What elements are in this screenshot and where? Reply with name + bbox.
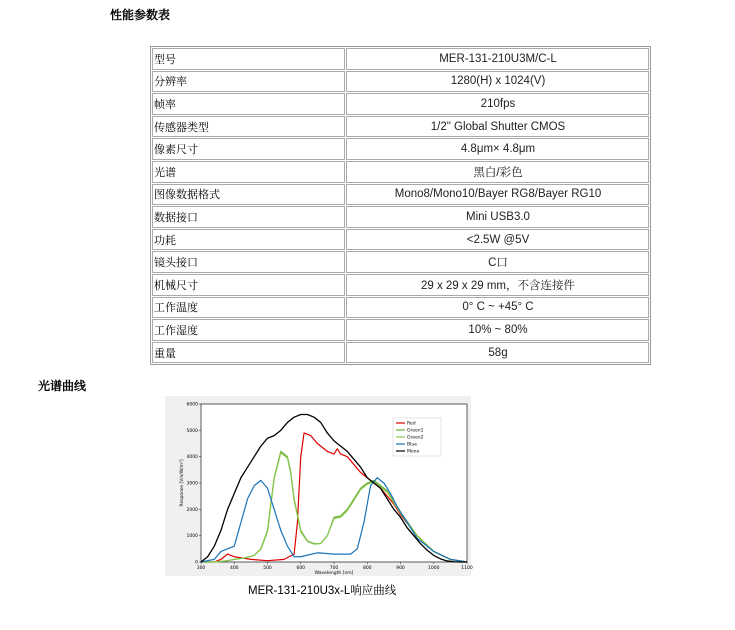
spec-row <box>152 184 649 206</box>
spec-label: 传感器类型 <box>152 116 345 138</box>
spec-value: 1280(H) x 1024(V) <box>346 71 649 93</box>
spec-value: 4.8μm× 4.8μm <box>346 138 649 160</box>
spec-value: 0° C ~ +45° C <box>346 297 649 319</box>
x-tick-label: 400 <box>229 566 239 571</box>
x-tick-label: 600 <box>296 566 306 571</box>
y-tick-label: 5000 <box>186 428 198 434</box>
spec-row <box>152 251 649 273</box>
x-axis-label: Wavelength [nm] <box>314 571 354 576</box>
spec-label: 机械尺寸 <box>152 274 345 296</box>
x-tick-label: 1100 <box>461 566 473 571</box>
spec-value: 10% ~ 80% <box>346 319 649 341</box>
spec-label: 图像数据格式 <box>152 184 345 206</box>
legend-label: Green2 <box>407 435 424 441</box>
spec-label: 数据接口 <box>152 206 345 228</box>
spec-row <box>152 342 649 364</box>
x-tick-label: 300 <box>196 566 206 571</box>
spec-value: Mini USB3.0 <box>346 206 649 228</box>
spec-row <box>152 93 649 115</box>
spec-label: 工作温度 <box>152 297 345 319</box>
y-tick-label: 2000 <box>186 507 198 513</box>
spec-row <box>152 319 649 341</box>
spec-value: 58g <box>346 342 649 364</box>
spec-label: 帧率 <box>152 93 345 115</box>
spec-value: 29 x 29 x 29 mm，不含连接件 <box>346 274 649 296</box>
legend-label: Mono <box>407 449 420 455</box>
spec-label: 重量 <box>152 342 345 364</box>
legend-label: Red <box>407 421 416 427</box>
spec-row <box>152 138 649 160</box>
spec-row <box>152 116 649 138</box>
spec-value: 1/2" Global Shutter CMOS <box>346 116 649 138</box>
y-axis-label: Response [V/s/W/m²] <box>180 459 185 507</box>
x-tick-label: 500 <box>263 566 272 571</box>
y-tick-label: 4000 <box>186 455 198 461</box>
x-tick-label: 800 <box>362 566 372 571</box>
x-tick-label: 700 <box>329 566 339 571</box>
x-tick-label: 1000 <box>428 566 440 571</box>
spec-label: 光谱 <box>152 161 345 183</box>
spec-label: 像素尺寸 <box>152 138 345 160</box>
spectrum-section-title: 光谱曲线 <box>38 379 87 393</box>
legend-label: Blue <box>407 442 417 448</box>
y-tick-label: 3000 <box>186 481 198 487</box>
spec-row <box>152 297 649 319</box>
spec-value: Mono8/Mono10/Bayer RG8/Bayer RG10 <box>346 184 649 206</box>
y-tick-label: 1000 <box>186 534 198 540</box>
chart-caption: MER-131-210U3x-L响应曲线 <box>248 585 397 597</box>
spec-value: 黑白/彩色 <box>346 161 649 183</box>
spec-section-title: 性能参数表 <box>110 8 171 22</box>
spec-label: 工作湿度 <box>152 319 345 341</box>
spec-row <box>152 206 649 228</box>
spec-row <box>152 48 649 70</box>
y-tick-label: 6000 <box>186 402 198 408</box>
spec-label: 型号 <box>152 48 345 70</box>
spec-row <box>152 161 649 183</box>
spectral-response-chart <box>165 396 471 576</box>
legend-label: Green1 <box>407 428 424 434</box>
spec-row <box>152 71 649 93</box>
spec-value: C口 <box>346 251 649 273</box>
spec-label: 分辨率 <box>152 71 345 93</box>
spec-value: 210fps <box>346 93 649 115</box>
y-tick-label: 0 <box>195 560 198 566</box>
spec-value: MER-131-210U3M/C-L <box>346 48 649 70</box>
spec-label: 功耗 <box>152 229 345 251</box>
spec-value: <2.5W @5V <box>346 229 649 251</box>
x-tick-label: 900 <box>396 566 405 571</box>
spec-row <box>152 274 649 296</box>
spec-row <box>152 229 649 251</box>
spec-table <box>150 46 651 365</box>
spec-label: 镜头接口 <box>152 251 345 273</box>
